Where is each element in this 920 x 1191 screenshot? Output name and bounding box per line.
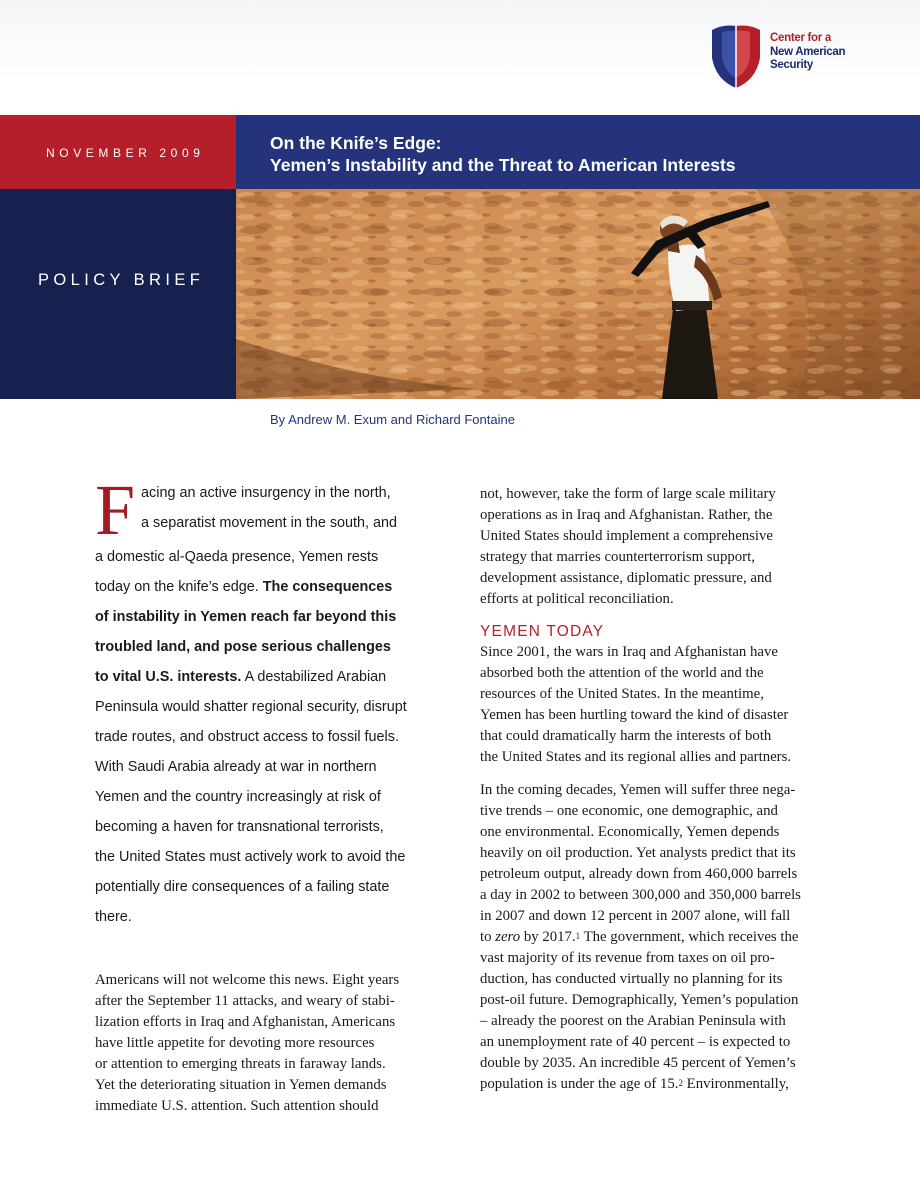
left-column <box>95 470 440 1117</box>
lead-line <box>95 662 440 692</box>
lead-emphasis: troubled land, and pose serious challenges <box>95 639 391 655</box>
body-line: have little appetite for devoting more resources <box>95 1035 375 1051</box>
lead-line: trade routes, and obstruct access to fossil fuels. <box>95 729 399 745</box>
body-line: In the coming decades, Yemen will suffer three nega- <box>480 782 796 798</box>
body-line: the United States and its regional allies and partners. <box>480 749 792 765</box>
body-line: heavily on oil production. Yet analysts predict that its <box>480 845 796 861</box>
body-line: that could dramatically harm the interests of both <box>480 728 772 744</box>
lead-emphasis: to vital U.S. interests. <box>95 669 242 685</box>
body-line: duction, has conducted virtually no planning for its <box>480 971 783 987</box>
publication-date: NOVEMBER 2009 <box>46 146 205 160</box>
body-line: Yet the deteriorating situation in Yemen demands <box>95 1077 387 1093</box>
body-line: petroleum output, already down from 460,000 barrels <box>480 866 798 882</box>
body-text: The government, which receives the <box>580 929 799 945</box>
body-line: tive trends – one economic, one demographic, and <box>480 803 778 819</box>
lead-line: a domestic al-Qaeda presence, Yemen rests <box>95 549 379 565</box>
lead-line <box>95 632 440 662</box>
drop-cap: F <box>95 470 136 550</box>
body-line <box>480 1074 825 1095</box>
body-emphasis: zero <box>495 929 521 945</box>
cover-photo <box>236 189 920 399</box>
desert-soldier-photo-icon <box>236 189 920 399</box>
logo-line-2: New American <box>770 45 846 58</box>
series-panel <box>0 189 236 399</box>
cnas-logo[interactable] <box>708 22 858 92</box>
lead-line: the United States must actively work to avoid the <box>95 849 406 865</box>
right-paragraph-1 <box>480 484 825 610</box>
lead-emphasis: The consequences <box>262 579 393 595</box>
body-line: absorbed both the attention of the world and the <box>480 665 764 681</box>
section-heading: YEMEN TODAY <box>480 623 605 640</box>
body-line: strategy that marries counterterrorism support, <box>480 549 755 565</box>
lead-line: becoming a haven for transnational terrorists, <box>95 819 384 835</box>
body-text: to <box>480 929 496 945</box>
body-line: a day in 2002 to between 300,000 and 350,000 barrels <box>480 887 801 903</box>
body-line: one environmental. Economically, Yemen depends <box>480 824 780 840</box>
body-line: resources of the United States. In the meantime, <box>480 686 764 702</box>
body-line: development assistance, diplomatic pressure, and <box>480 570 772 586</box>
body-line: in 2007 and down 12 percent in 2007 alone, will fall <box>480 908 791 924</box>
lead-line <box>95 602 440 632</box>
lead-line: acing an active insurgency in the north, <box>141 485 391 501</box>
body-line: United States should implement a comprehensive <box>480 528 773 544</box>
shield-logo-icon <box>708 22 764 90</box>
body-line: not, however, take the form of large scale military <box>480 486 776 502</box>
body-line: or attention to emerging threats in faraway lands. <box>95 1056 386 1072</box>
body-line: an unemployment rate of 40 percent – is expected to <box>480 1034 791 1050</box>
right-column <box>480 484 825 1095</box>
logo-text <box>770 32 860 73</box>
lead-line: potentially dire consequences of a failing state <box>95 879 390 895</box>
lead-line: Peninsula would shatter regional security, disrupt <box>95 699 407 715</box>
lead-line: a separatist movement in the south, and <box>141 515 398 531</box>
lead-emphasis: of instability in Yemen reach far beyond this <box>95 609 397 625</box>
logo-line-3: Security <box>770 59 813 71</box>
body-line: operations as in Iraq and Afghanistan. Rather, the <box>480 507 773 523</box>
lead-text: today on the knife’s edge. <box>95 579 263 595</box>
title-line-2: Yemen’s Instability and the Threat to American Interests <box>270 155 736 175</box>
body-text: population is under the age of 15. <box>480 1076 679 1092</box>
right-paragraph-2 <box>480 642 825 768</box>
body-line: vast majority of its revenue from taxes on oil pro- <box>480 950 775 966</box>
logo-line-1: Center for a <box>770 32 831 44</box>
body-line: post-oil future. Demographically, Yemen’s population <box>480 992 799 1008</box>
lead-text: A destabilized Arabian <box>241 669 387 685</box>
body-line: immediate U.S. attention. Such attention should <box>95 1098 379 1114</box>
lead-paragraph <box>95 470 440 932</box>
lead-line: there. <box>95 909 132 925</box>
body-line: efforts at political reconciliation. <box>480 591 674 607</box>
right-paragraph-3 <box>480 780 825 1095</box>
body-line: Americans will not welcome this news. Eight years <box>95 972 400 988</box>
body-line: after the September 11 attacks, and weary of stabi- <box>95 993 395 1009</box>
body-line: lization efforts in Iraq and Afghanistan, Americans <box>95 1014 396 1030</box>
footnote-ref-1[interactable]: 1 <box>575 931 581 941</box>
body-text: by 2017. <box>520 929 576 945</box>
footnote-ref-2[interactable]: 2 <box>678 1078 683 1088</box>
title-banner <box>236 115 920 189</box>
date-banner <box>0 115 236 189</box>
series-label: POLICY BRIEF <box>38 271 205 289</box>
title-line-1: On the Knife’s Edge: <box>270 133 442 153</box>
body-line <box>480 927 825 948</box>
lead-line: Yemen and the country increasingly at risk of <box>95 789 381 805</box>
body-text: Environmentally, <box>682 1076 789 1092</box>
body-line: double by 2035. An incredible 45 percent of Yemen’s <box>480 1055 796 1071</box>
body-line: Yemen has been hurtling toward the kind of disaster <box>480 707 789 723</box>
body-line: Since 2001, the wars in Iraq and Afghanistan have <box>480 644 778 660</box>
left-body-paragraph <box>95 970 440 1117</box>
byline: By Andrew M. Exum and Richard Fontaine <box>270 412 515 427</box>
body-line: – already the poorest on the Arabian Peninsula with <box>480 1013 786 1029</box>
lead-line: With Saudi Arabia already at war in northern <box>95 759 377 775</box>
lead-line <box>95 572 440 602</box>
